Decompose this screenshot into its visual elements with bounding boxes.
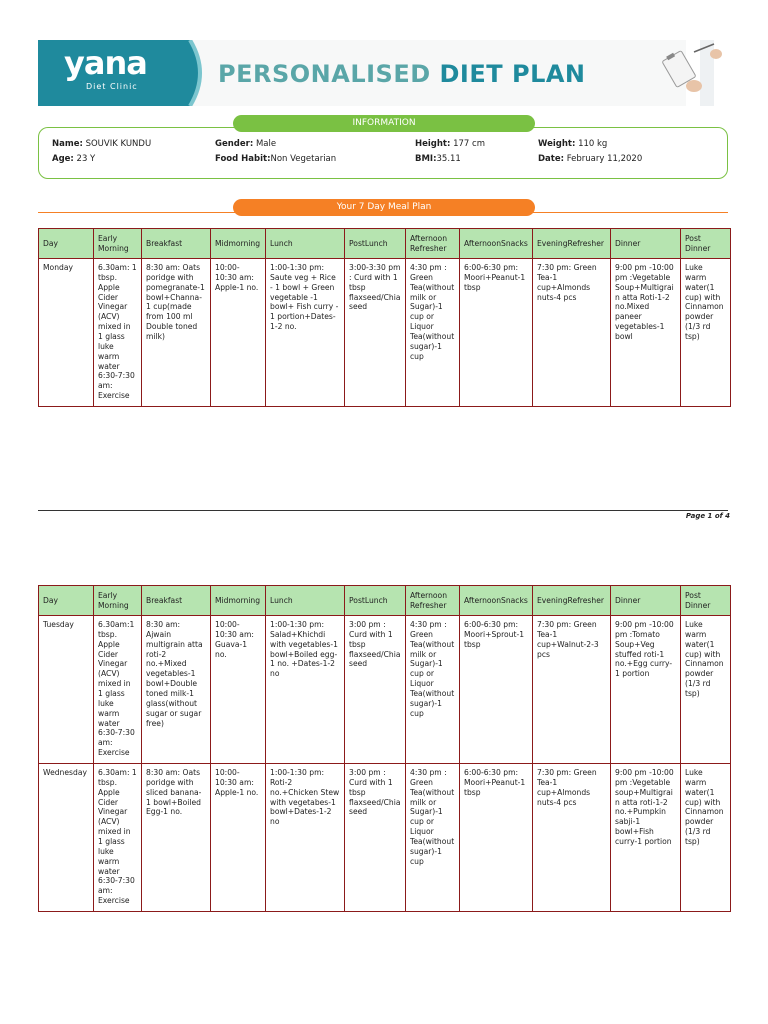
name-label: Name: [52, 139, 83, 149]
page-footer-line [38, 510, 728, 511]
dinner-cell: 9:00 pm -10:00 pm :Vegetable soup+Multigrain atta roti-1-2 no.+Pumpkin sabji-1 bowl+Fish curry-1 portion [611, 764, 681, 912]
logo-subtitle: Diet Clinic [86, 82, 138, 91]
weight-field [538, 139, 607, 149]
midmorning-cell: 10:00-10:30 am: Guava-1 no. [211, 616, 266, 764]
breakfast-cell: 8:30 am: Oats poridge with sliced banana-1 bowl+Boiled Egg-1 no. [142, 764, 211, 912]
afternoon-refresher-cell: 4:30 pm : Green Tea(without milk or Sugar)-1 cup or Liquor Tea(without sugar)-1 cup [406, 616, 460, 764]
col-header: EveningRefresher [533, 586, 611, 616]
col-header: PostLunch [345, 586, 406, 616]
age-field [52, 154, 95, 164]
information-box [38, 127, 728, 179]
dinner-cell: 9:00 pm -10:00 pm :Vegetable Soup+Multigrain atta Roti-1-2 no.Mixed paneer vegetables-1 bowl [611, 259, 681, 407]
meal-plan-heading: Your 7 Day Meal Plan [233, 199, 535, 216]
col-header: Day [39, 229, 94, 259]
evening-refresher-cell: 7:30 pm: Green Tea-1 cup+Almonds nuts-4 pcs [533, 259, 611, 407]
meal-plan-table-page2 [38, 585, 731, 912]
day-cell: Monday [39, 259, 94, 407]
afternoon-snacks-cell: 6:00-6:30 pm: Moori+Peanut-1 tbsp [460, 259, 533, 407]
postlunch-cell: 3:00 pm : Curd with 1 tbsp flaxseed/Chia seed [345, 616, 406, 764]
early-morning-cell: 6.30am: 1 tbsp. Apple Cider Vinegar (ACV) mixed in 1 glass luke warm water 6:30-7:30 am: Exercise [94, 764, 142, 912]
logo [38, 40, 188, 106]
col-header: Lunch [266, 229, 345, 259]
food-habit-value: Non Vegetarian [270, 154, 337, 164]
height-value: 177 cm [453, 139, 485, 149]
information-heading: INFORMATION [233, 115, 535, 132]
col-header: Post Dinner [681, 586, 731, 616]
evening-refresher-cell: 7:30 pm: Green Tea-1 cup+Almonds nuts-4 pcs [533, 764, 611, 912]
table-row [39, 259, 731, 407]
page-title [218, 60, 586, 88]
bmi-value: 35.11 [436, 154, 461, 164]
postlunch-cell: 3:00 pm : Curd with 1 tbsp flaxseed/Chia seed [345, 764, 406, 912]
early-morning-cell: 6.30am:1 tbsp. Apple Cider Vinegar (ACV) mixed in 1 glass luke warm water 6:30-7:30 am: Exercise [94, 616, 142, 764]
col-header: Post Dinner [681, 229, 731, 259]
logo-swoosh-icon [176, 40, 218, 106]
col-header: Midmorning [211, 586, 266, 616]
afternoon-refresher-cell: 4:30 pm : Green Tea(without milk or Sugar)-1 cup or Liquor Tea(without sugar)-1 cup [406, 764, 460, 912]
afternoon-snacks-cell: 6:00-6:30 pm: Moori+Peanut-1 tbsp [460, 764, 533, 912]
col-header: Early Morning [94, 586, 142, 616]
midmorning-cell: 10:00-10:30 am: Apple-1 no. [211, 764, 266, 912]
post-dinner-cell: Luke warm water(1 cup) with Cinnamon powder (1/3 rd tsp) [681, 616, 731, 764]
breakfast-cell: 8:30 am: Oats poridge with pomegranate-1 bowl+Channa-1 cup(made from 100 ml Double toned milk) [142, 259, 211, 407]
bmi-label: BMI: [415, 154, 437, 164]
dinner-cell: 9:00 pm -10:00 pm :Tomato Soup+Veg stuffed roti-1 no.+Egg curry-1 portion [611, 616, 681, 764]
height-label: Height: [415, 139, 451, 149]
table-header-row [39, 586, 731, 616]
logo-text: yana [64, 44, 147, 82]
breakfast-cell: 8:30 am: Ajwain multigrain atta roti-2 no.+Mixed vegetables-1 bowl+Double toned milk-1 glass(without sugar or sugar free) [142, 616, 211, 764]
col-header: Afternoon Refresher [406, 586, 460, 616]
table-row [39, 764, 731, 912]
day-cell: Wednesday [39, 764, 94, 912]
col-header: Afternoon Refresher [406, 229, 460, 259]
postlunch-cell: 3:00-3:30 pm : Curd with 1 tbsp flaxseed/Chia seed [345, 259, 406, 407]
evening-refresher-cell: 7:30 pm: Green Tea-1 cup+Walnut-2-3 pcs [533, 616, 611, 764]
col-header: Breakfast [142, 229, 211, 259]
col-header: Early Morning [94, 229, 142, 259]
name-field [52, 139, 151, 149]
col-header: AfternoonSnacks [460, 229, 533, 259]
age-value: 23 Y [76, 154, 96, 164]
midmorning-cell: 10:00-10:30 am: Apple-1 no. [211, 259, 266, 407]
header-banner [38, 40, 728, 106]
col-header: Dinner [611, 586, 681, 616]
doctor-clipboard-icon [656, 40, 728, 106]
meal-plan-table-page1 [38, 228, 731, 407]
col-header: AfternoonSnacks [460, 586, 533, 616]
title-part2: DIET PLAN [439, 60, 586, 88]
height-field [415, 139, 485, 149]
afternoon-snacks-cell: 6:00-6:30 pm: Moori+Sprout-1 tbsp [460, 616, 533, 764]
table-header-row [39, 229, 731, 259]
name-value: SOUVIK KUNDU [85, 139, 152, 149]
afternoon-refresher-cell: 4:30 pm : Green Tea(without milk or Sugar)-1 cup or Liquor Tea(without sugar)-1 cup [406, 259, 460, 407]
gender-label: Gender: [215, 139, 254, 149]
weight-label: Weight: [538, 139, 576, 149]
post-dinner-cell: Luke warm water(1 cup) with Cinnamon powder (1/3 rd tsp) [681, 259, 731, 407]
early-morning-cell: 6.30am: 1 tbsp. Apple Cider Vinegar (ACV) mixed in 1 glass luke warm water 6:30-7:30 am: Exercise [94, 259, 142, 407]
food-habit-label: Food Habit: [215, 154, 271, 164]
age-label: Age: [52, 154, 74, 164]
col-header: Breakfast [142, 586, 211, 616]
page-number: Page 1 of 4 [685, 512, 730, 520]
title-part1: PERSONALISED [218, 60, 431, 88]
col-header: Dinner [611, 229, 681, 259]
date-field [538, 154, 642, 164]
gender-field [215, 139, 276, 149]
table-row [39, 616, 731, 764]
col-header: EveningRefresher [533, 229, 611, 259]
col-header: PostLunch [345, 229, 406, 259]
bmi-field [415, 154, 461, 164]
food-habit-field [215, 154, 336, 164]
date-label: Date: [538, 154, 565, 164]
lunch-cell: 1:00-1:30 pm: Salad+Khichdi with vegetables-1 bowl+Boiled egg-1 no. +Dates-1-2 no [266, 616, 345, 764]
col-header: Day [39, 586, 94, 616]
col-header: Midmorning [211, 229, 266, 259]
date-value: February 11,2020 [566, 154, 643, 164]
day-cell: Tuesday [39, 616, 94, 764]
lunch-cell: 1:00-1:30 pm: Saute veg + Rice - 1 bowl + Green vegetable -1 bowl+ Fish curry - 1 portion+Dates-1-2 no. [266, 259, 345, 407]
gender-value: Male [255, 139, 277, 149]
lunch-cell: 1:00-1:30 pm: Roti-2 no.+Chicken Stew with vegetabes-1 bowl+Dates-1-2 no [266, 764, 345, 912]
post-dinner-cell: Luke warm water(1 cup) with Cinnamon powder (1/3 rd tsp) [681, 764, 731, 912]
weight-value: 110 kg [578, 139, 608, 149]
col-header: Lunch [266, 586, 345, 616]
